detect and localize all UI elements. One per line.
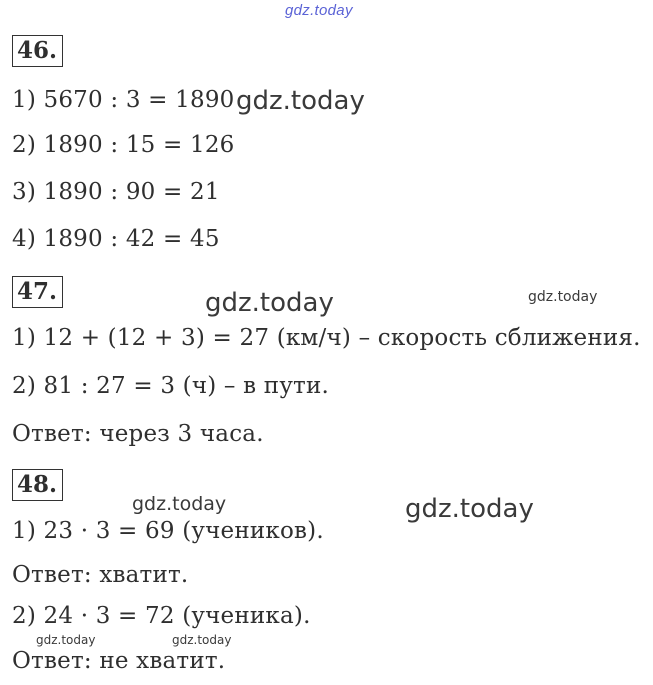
watermark: gdz.today [205,288,334,318]
watermark: gdz.today [405,494,534,524]
problem-number: 47 [17,278,50,305]
solution-line: 2) 1890 : 15 = 126 [12,132,235,158]
watermark: gdz.today [236,86,365,116]
solution-line: 1) 5670 : 3 = 1890 [12,87,235,113]
watermark: gdz.today [36,633,96,647]
problem-number-48 [12,469,63,501]
solution-line: 1) 12 + (12 + 3) = 27 (км/ч) – скорость сближения. [12,325,641,351]
solution-line: 3) 1890 : 90 = 21 [12,179,220,205]
problem-number-47 [12,276,63,308]
watermark-top: gdz.today [285,2,353,19]
solution-line: 1) 23 · 3 = 69 (учеников). [12,518,324,544]
problem-number-46 [12,35,63,67]
answer-line: Ответ: через 3 часа. [12,421,264,447]
solution-line: 2) 81 : 27 = 3 (ч) – в пути. [12,373,330,399]
problem-number: 48 [17,471,50,498]
number-dot: . [49,37,58,64]
watermark: gdz.today [172,633,232,647]
number-dot: . [49,471,58,498]
solution-line: 2) 24 · 3 = 72 (ученика). [12,603,311,629]
solution-line: 4) 1890 : 42 = 45 [12,226,220,252]
problem-number: 46 [17,37,50,64]
watermark: gdz.today [132,493,227,515]
answer-line: Ответ: не хватит. [12,648,226,674]
number-dot: . [49,278,58,305]
answer-line: Ответ: хватит. [12,562,189,588]
watermark: gdz.today [528,289,598,305]
